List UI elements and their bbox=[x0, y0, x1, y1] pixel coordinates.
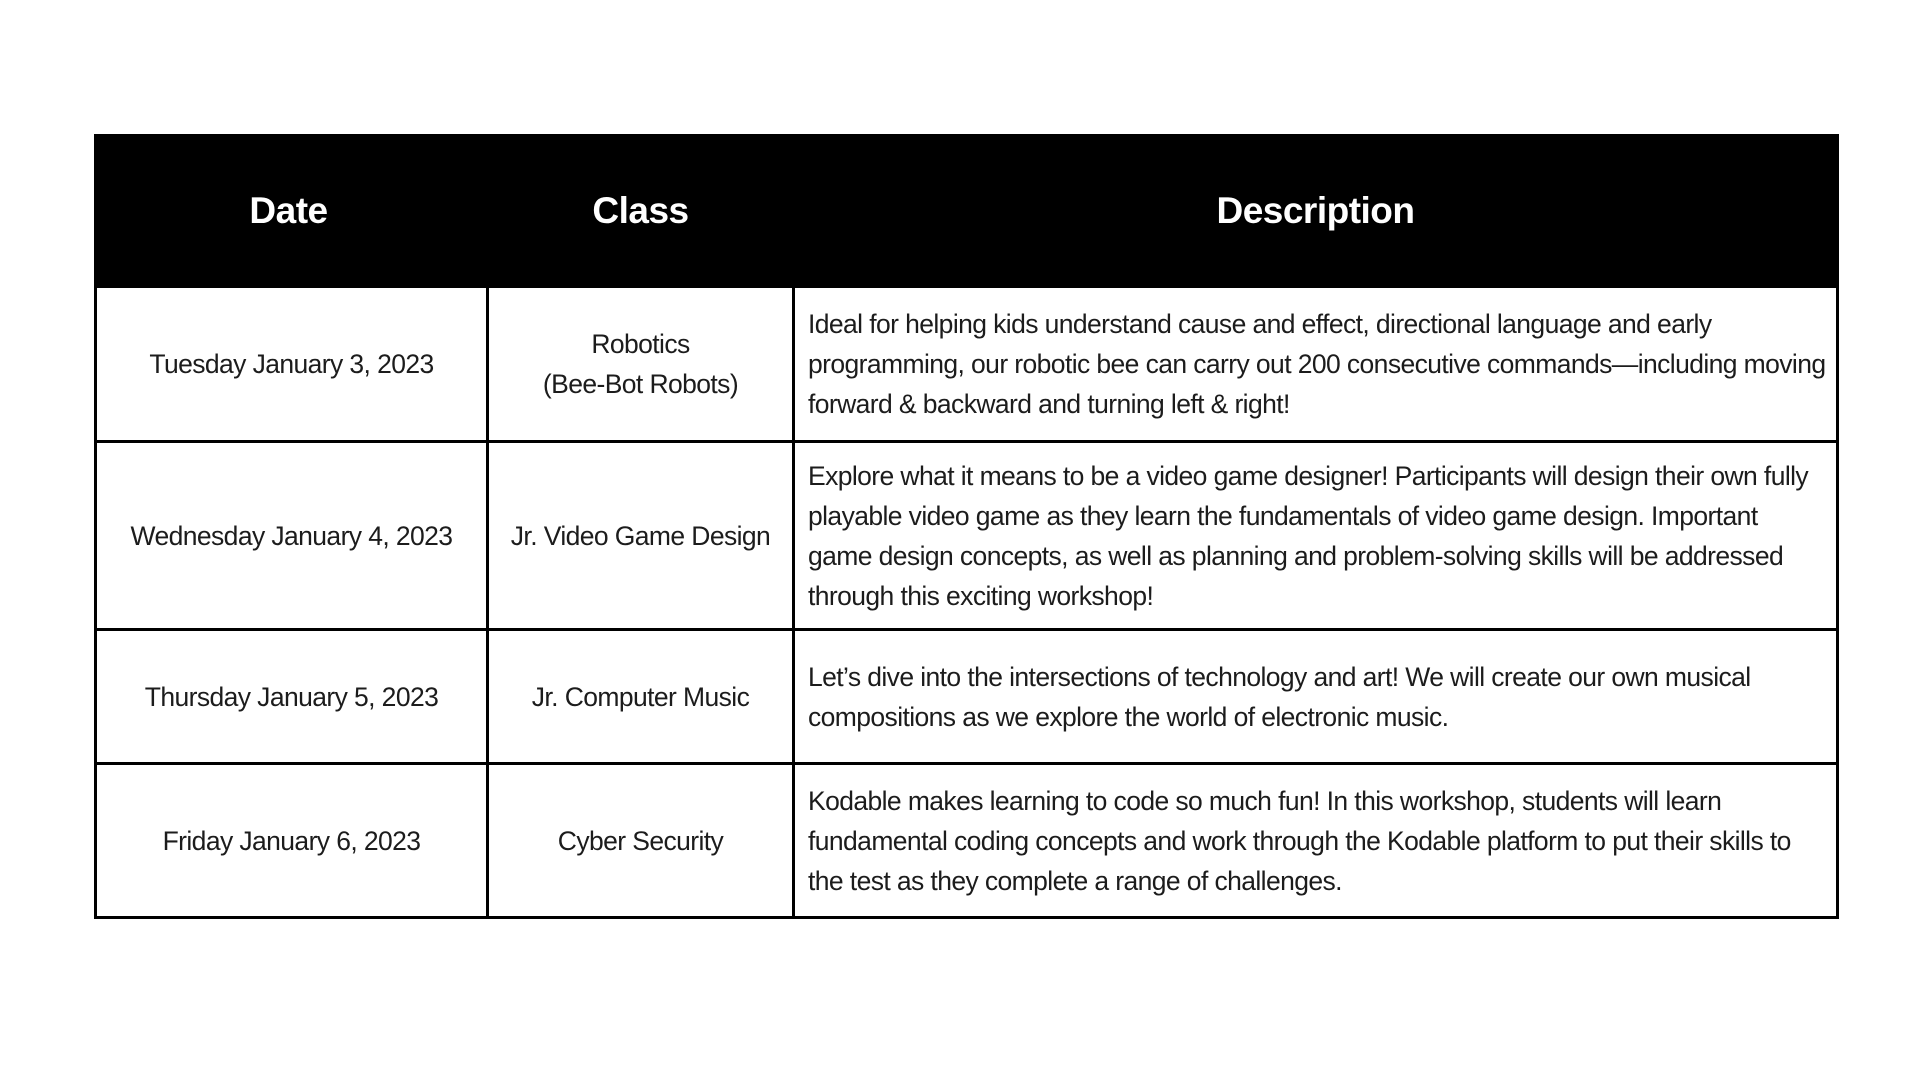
class-subtitle: (Bee-Bot Robots) bbox=[542, 369, 739, 399]
table-header bbox=[96, 136, 1838, 287]
description-cell: Kodable makes learning to code so much fun! In this workshop, students will learn fundamental coding concepts and work through the Kodable platform to put their skills to the test as they complete a range of challenges. bbox=[794, 764, 1838, 918]
table-row bbox=[96, 764, 1838, 918]
header-date: Date bbox=[96, 136, 488, 287]
class-cell bbox=[488, 442, 794, 630]
class-cell bbox=[488, 764, 794, 918]
table-row bbox=[96, 287, 1838, 442]
class-name: Jr. Computer Music bbox=[531, 681, 750, 712]
header-row bbox=[96, 136, 1838, 287]
table-row bbox=[96, 442, 1838, 630]
schedule-table bbox=[94, 134, 1839, 919]
date-cell: Tuesday January 3, 2023 bbox=[96, 287, 488, 442]
description-cell: Let’s dive into the intersections of technology and art! We will create our own musical compositions as we explore the world of electronic music. bbox=[794, 630, 1838, 764]
class-name: Robotics bbox=[591, 329, 690, 359]
header-class: Class bbox=[488, 136, 794, 287]
date-cell: Friday January 6, 2023 bbox=[96, 764, 488, 918]
table-body bbox=[96, 287, 1838, 918]
date-cell: Wednesday January 4, 2023 bbox=[96, 442, 488, 630]
table-row bbox=[96, 630, 1838, 764]
class-name: Jr. Video Game Design bbox=[510, 520, 771, 551]
header-description: Description bbox=[794, 136, 1838, 287]
class-name: Cyber Security bbox=[557, 825, 724, 856]
date-cell: Thursday January 5, 2023 bbox=[96, 630, 488, 764]
class-cell bbox=[488, 287, 794, 442]
description-cell: Explore what it means to be a video game designer! Participants will design their own fully playable video game as they learn the fundamentals of video game design. Important game design concepts, as well as planning and problem-solving skills will be addressed through this exciting workshop! bbox=[794, 442, 1838, 630]
class-cell bbox=[488, 630, 794, 764]
description-cell: Ideal for helping kids understand cause and effect, directional language and early programming, our robotic bee can carry out 200 consecutive commands—including moving forward & backward and turning left & right! bbox=[794, 287, 1838, 442]
